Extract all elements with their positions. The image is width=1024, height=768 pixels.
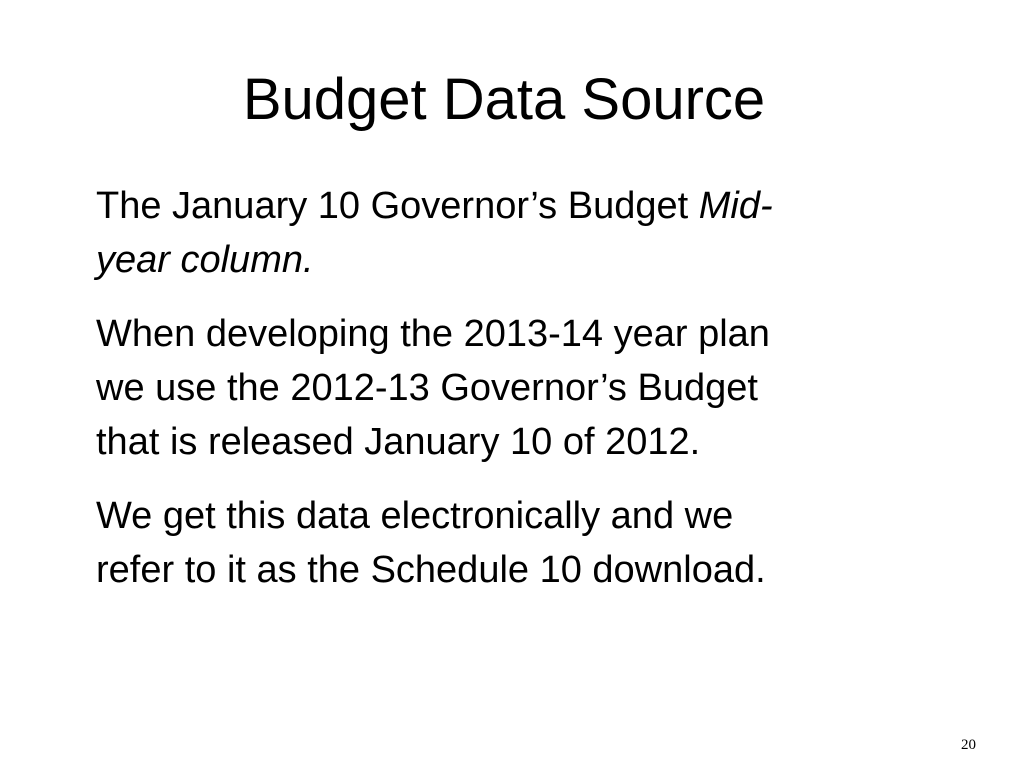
paragraph-line: When developing the 2013-14 year plan bbox=[96, 313, 770, 355]
text-italic: Mid- bbox=[698, 185, 773, 227]
text-normal: The January 10 Governor’s Budget bbox=[96, 185, 699, 227]
page-number: 20 bbox=[961, 737, 976, 753]
paragraph-year-plan bbox=[96, 307, 926, 469]
paragraph-line: refer to it as the Schedule 10 download. bbox=[96, 549, 766, 591]
paragraph-line bbox=[96, 233, 926, 287]
text-italic: year column. bbox=[96, 239, 314, 281]
paragraph-line bbox=[96, 179, 926, 233]
paragraph-line: that is released January 10 of 2012. bbox=[96, 421, 701, 463]
paragraph-line: we use the 2012-13 Governor’s Budget bbox=[96, 367, 758, 409]
paragraph-budget-column bbox=[96, 179, 926, 287]
slide-title: Budget Data Source bbox=[242, 67, 766, 132]
slide-body bbox=[96, 179, 926, 597]
paragraph-schedule-download bbox=[96, 489, 926, 597]
paragraph-line: We get this data electronically and we bbox=[96, 495, 734, 537]
